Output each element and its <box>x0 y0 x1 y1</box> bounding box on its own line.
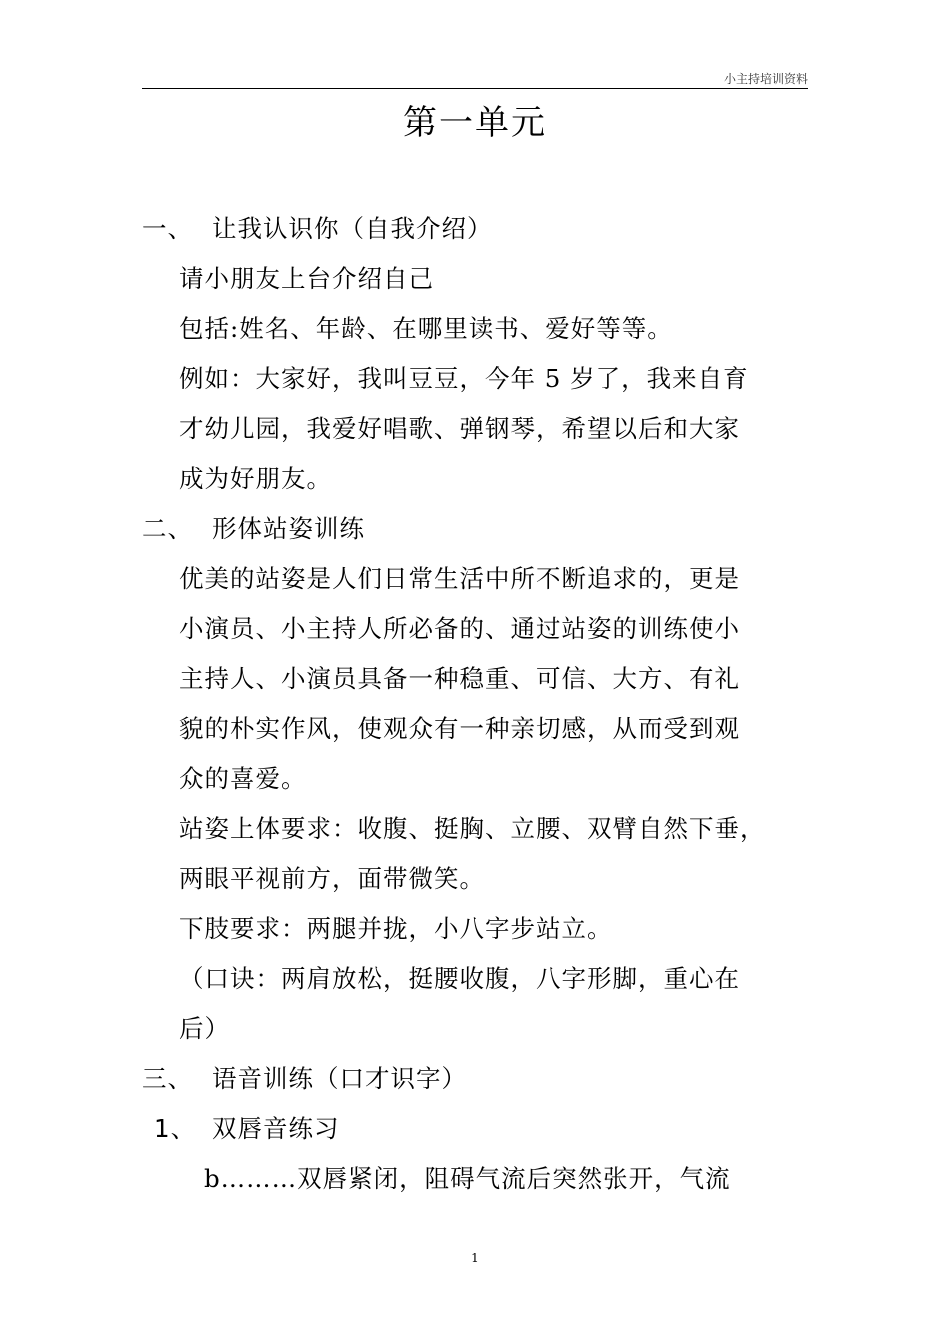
paragraph-line: （口诀：两肩放松，挺腰收腹，八字形脚，重心在 <box>179 964 740 993</box>
paragraph-line: 例如：大家好，我叫豆豆，今年 5 岁了，我来自育 <box>179 364 749 393</box>
document-body <box>142 204 812 1204</box>
subsection-heading <box>142 1104 812 1154</box>
section-number: 二、 <box>142 514 193 543</box>
paragraph-line: 优美的站姿是人们日常生活中所不断追求的，更是 <box>179 564 740 593</box>
section-number: 三、 <box>142 1064 193 1093</box>
paragraph-line: 小演员、小主持人所必备的、通过站姿的训练使小 <box>179 614 740 643</box>
paragraph-line: 成为好朋友。 <box>179 464 332 493</box>
paragraph-line: 貌的朴实作风，使观众有一种亲切感，从而受到观 <box>179 714 740 743</box>
paragraph-line: 包括:姓名、年龄、在哪里读书、爱好等等。 <box>179 314 673 343</box>
section-heading-3 <box>142 1054 812 1104</box>
subsection-number: 1、 <box>154 1114 197 1143</box>
subsection-title: 双唇音练习 <box>212 1114 340 1143</box>
paragraph-line: b………双唇紧闭，阻碍气流后突然张开，气流 <box>204 1164 731 1193</box>
section-heading-2 <box>142 504 812 554</box>
section-title: 让我认识你（自我介绍） <box>212 214 493 243</box>
header-rule <box>142 88 808 89</box>
paragraph-line: 两眼平视前方，面带微笑。 <box>179 864 485 893</box>
running-header: 小主持培训资料 <box>723 72 808 86</box>
paragraph-line: 下肢要求：两腿并拢，小八字步站立。 <box>179 914 613 943</box>
section-heading-1 <box>142 204 812 254</box>
paragraph-line: 请小朋友上台介绍自己 <box>179 264 434 293</box>
paragraph-line: 众的喜爱。 <box>179 764 307 793</box>
page-number: 1 <box>471 1251 479 1265</box>
section-title: 形体站姿训练 <box>212 514 365 543</box>
page-title: 第一单元 <box>403 103 547 143</box>
paragraph-line: 主持人、小演员具备一种稳重、可信、大方、有礼 <box>179 664 740 693</box>
section-number: 一、 <box>142 214 193 243</box>
paragraph-line: 后） <box>179 1014 230 1043</box>
paragraph-line: 站姿上体要求：收腹、挺胸、立腰、双臂自然下垂， <box>179 814 766 843</box>
paragraph-line: 才幼儿园，我爱好唱歌、弹钢琴，希望以后和大家 <box>179 414 740 443</box>
section-title: 语音训练（口才识字） <box>212 1064 467 1093</box>
